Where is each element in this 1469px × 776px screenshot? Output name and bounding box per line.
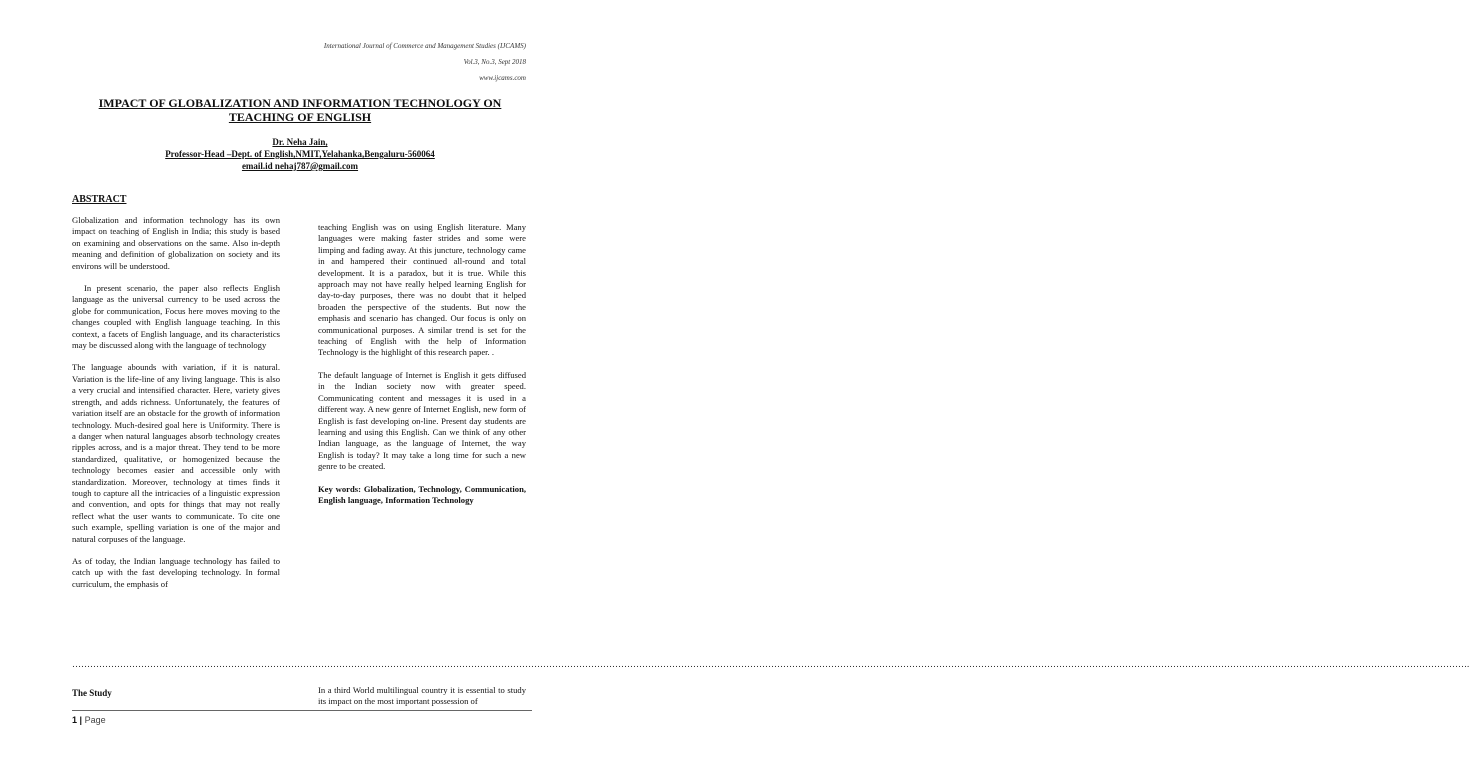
author-email: email.id nehaj787@gmail.com bbox=[241, 161, 359, 171]
study-intro-text: In a third World multilingual country it is essential to study its impact on the most important possession of bbox=[318, 685, 526, 707]
author-name: Dr. Neha Jain, bbox=[272, 137, 328, 147]
abstract-heading: ABSTRACT bbox=[72, 194, 127, 205]
page-number: 1 bbox=[72, 715, 78, 725]
abstract-paragraph: The language abounds with variation, if it is natural. Variation is the life-line of any living language. This is also a very crucial and intensified character. Here, variety gives strength, and adds richness. Unfortunately, the features of variation itself are an obstacle for the growth of information technology. Much-desired goal here is Uniformity. There is a danger when natural languages absorb technology creates ripples across, and is a major threat. They tend to be more standardized, qualitative, or homogenized because the technology becomes easier and accessible only with standardization. Moreover, technology at times finds it tough to capture all the intricacies of a linguistic expression and convention, and opts for things that may not really reflect what the user wants to communicate. To cite one such example, spelling variation is one of the major and natural corpuses of the language. bbox=[72, 362, 280, 544]
footer-rule bbox=[72, 710, 532, 711]
abstract-paragraph: In present scenario, the paper also reflects English language as the universal currency to be used across the globe for communication, Focus here moves moving to the changes coupled with English language teaching. In this context, a facets of English language, and its characteristics may be discussed along with the language of technology bbox=[72, 283, 280, 351]
journal-website: www.ijcams.com bbox=[479, 74, 526, 82]
abstract-left-column bbox=[72, 215, 280, 601]
page-footer bbox=[72, 715, 106, 725]
keywords: Key words: Globalization, Technology, Communication, English language, Information Technology bbox=[318, 483, 526, 505]
study-heading: The Study bbox=[72, 688, 112, 698]
abstract-paragraph: teaching English was on using English literature. Many languages were making faster strides and some were limping and fading away. At this juncture, technology came in and hampered their continued all-round and total development. It is a paradox, but it is true. While this approach may not have really helped learning English for day-to-day purposes, there was no doubt that it helped broaden the perspective of the students. But now the emphasis and scenario has changed. Our focus is only on communicational purposes. A similar trend is set for the teaching of English with the help of Information Technology is the highlight of this research paper. . bbox=[318, 222, 526, 358]
author-affiliation: Professor-Head –Dept. of English,NMIT,Yelahanka,Bengaluru-560064 bbox=[165, 149, 435, 159]
page-label: Page bbox=[84, 715, 106, 725]
abstract-paragraph: Globalization and information technology has its own impact on teaching of English in India; this study is based on examining and observations on the same. Also in-depth meaning and definition of globalization on society and its environs will be understood. bbox=[72, 215, 280, 271]
footer-separator: | bbox=[79, 715, 83, 725]
volume-info: Vol.3, No.3, Sept 2018 bbox=[463, 58, 526, 66]
author-block bbox=[100, 136, 500, 172]
journal-name: International Journal of Commerce and Management Studies (IJCAMS) bbox=[323, 42, 526, 50]
paper-title: IMPACT OF GLOBALIZATION AND INFORMATION TECHNOLOGY ON TEACHING OF ENGLISH bbox=[98, 96, 502, 124]
abstract-right-column bbox=[318, 222, 526, 517]
abstract-paragraph: The default language of Internet is English it gets diffused in the Indian society now with greater speed. Communicating content and messages it is used in a different way. A new genre of Internet English, new form of English is fast developing on-line. Present day students are learning and using this English. Can we think of any other Indian language, as the language of Internet, the way English is today? It may take a long time for such a new genre to be created. bbox=[318, 369, 526, 472]
section-divider: ……………………………………………………………………………………………………………………………………………………………………………………………………………………………………………………………………………………………………………………………………………………………………………………………………………………………. bbox=[72, 659, 1469, 669]
abstract-paragraph: As of today, the Indian language technology has failed to catch up with the fast developing technology. In formal curriculum, the emphasis of bbox=[72, 555, 280, 589]
